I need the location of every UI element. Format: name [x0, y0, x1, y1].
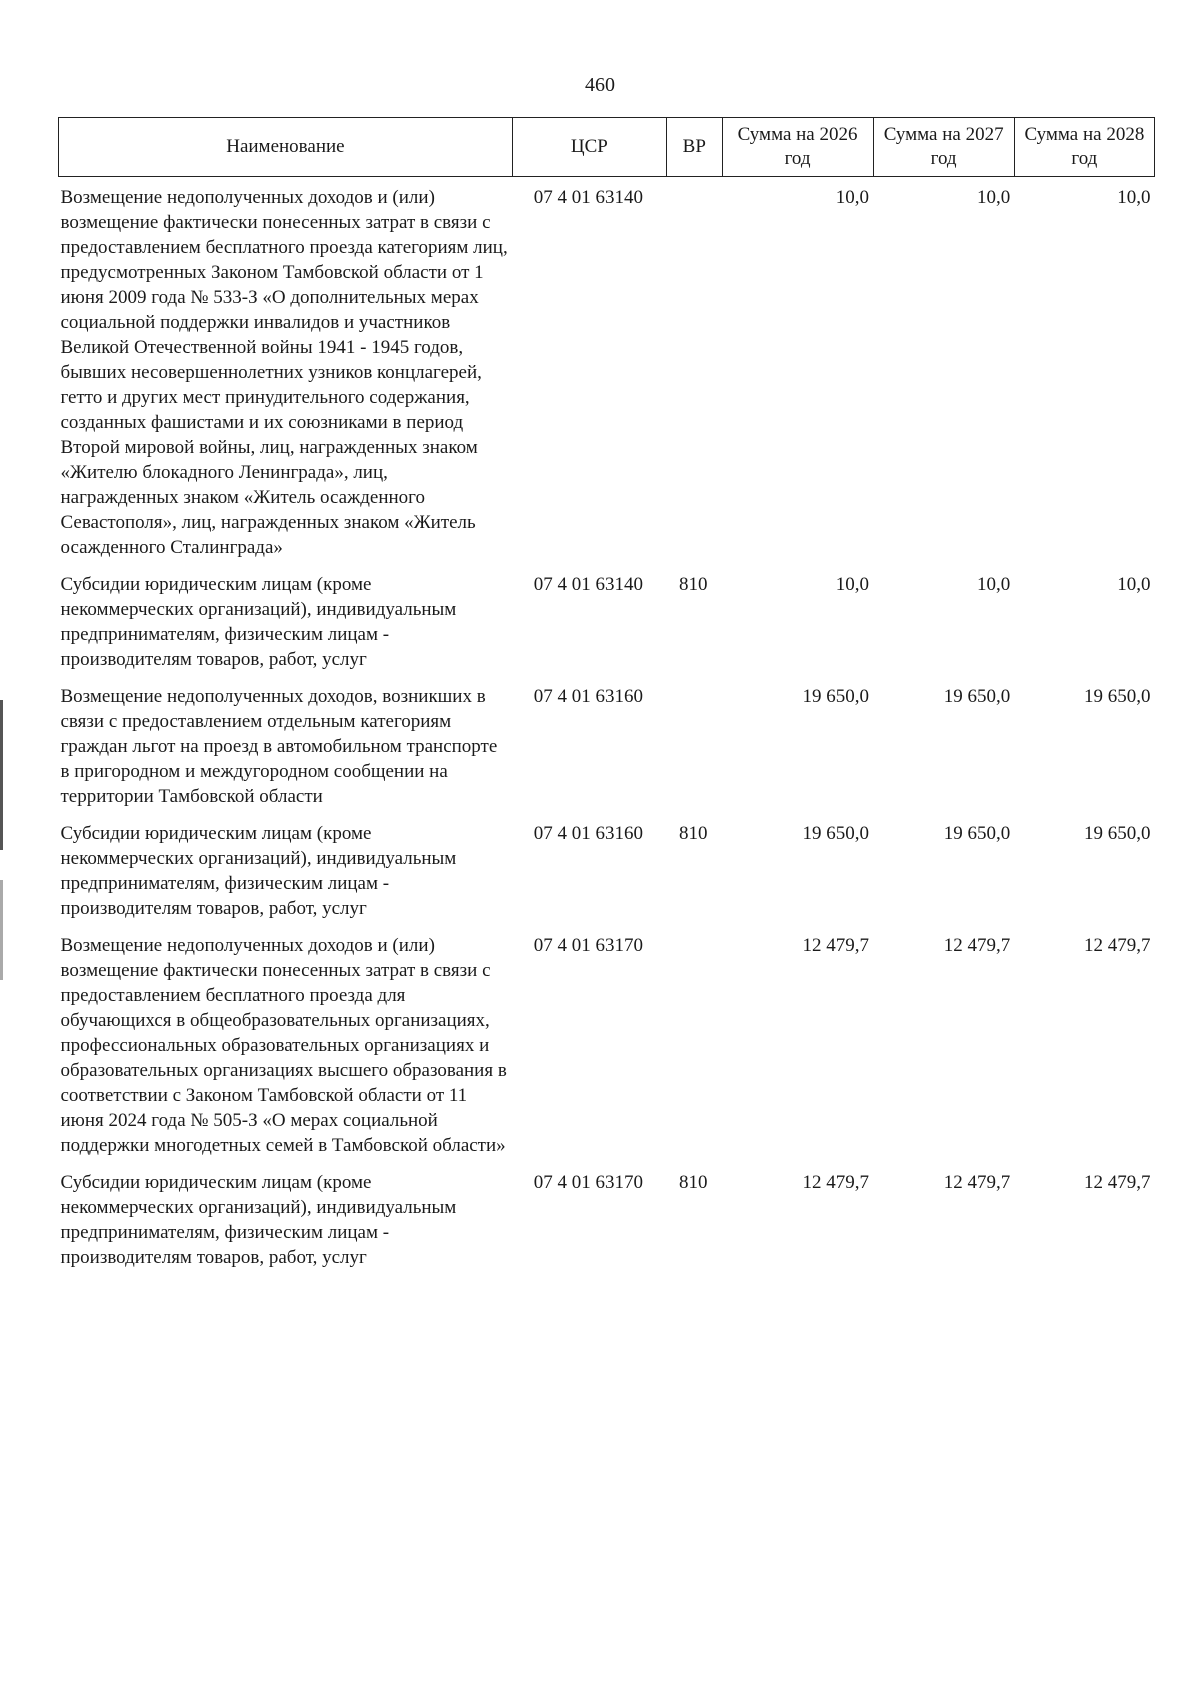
- row-csr: 07 4 01 63170: [533, 1172, 643, 1193]
- row-vr: [666, 177, 722, 565]
- page-number: 460: [585, 74, 615, 96]
- header-sum-2026: Сумма на 2026 год: [722, 118, 873, 177]
- row-name: Возмещение недополученных доходов и (или) возмещение фактически понесенных затрат в связи с предоставлением бесплатного проезда для обучающихся в общеобразовательных организациях, профессиональных образовательных организациях и образовательных организациях высшего образования в соответствии с Законом Тамбовской области от 11 июня 2024 года № 505-З «О мерах социальной поддержки многодетных семей в Тамбовской области»: [60, 935, 507, 1156]
- row-sum-2026: 19 650,0: [802, 823, 869, 844]
- row-csr: 07 4 01 63160: [533, 686, 643, 707]
- row-sum-2026: 10,0: [835, 187, 869, 208]
- row-sum-2028: 12 479,7: [1084, 1172, 1151, 1193]
- row-name: Субсидии юридическим лицам (кроме некоммерческих организаций), индивидуальным предпринимателям, физическим лицам - производителям товаров, работ, услуг: [60, 1172, 457, 1268]
- header-csr: ЦСР: [512, 118, 666, 177]
- row-vr: [666, 925, 722, 1162]
- budget-table: [58, 117, 1155, 1274]
- row-sum-2027: 10,0: [977, 187, 1011, 208]
- row-sum-2026: 12 479,7: [802, 1172, 869, 1193]
- header-name: Наименование: [59, 118, 513, 177]
- row-sum-2026: 10,0: [835, 574, 869, 595]
- row-sum-2027: 10,0: [977, 574, 1011, 595]
- row-sum-2028: 12 479,7: [1084, 935, 1151, 956]
- row-sum-2026: 12 479,7: [802, 935, 869, 956]
- row-csr: 07 4 01 63140: [533, 187, 643, 208]
- table-row: [59, 925, 1155, 1162]
- row-sum-2027: 12 479,7: [943, 1172, 1011, 1193]
- table-header: [59, 118, 1155, 177]
- row-sum-2028: 19 650,0: [1084, 686, 1151, 707]
- row-vr: 810: [679, 574, 708, 595]
- row-name: Возмещение недополученных доходов и (или) возмещение фактически понесенных затрат в связи с предоставлением бесплатного проезда категориям лиц, предусмотренных Законом Тамбовской области от 1 июня 2009 года № 533-З «О дополнительных мерах социальной поддержки инвалидов и участников Великой Отечественной войны 1941 - 1945 годов, бывших несовершеннолетних узников концлагерей, гетто и других мест принудительного содержания, созданных фашистами и их союзниками в период Второй мировой войны, лиц, награжденных знаком «Жителю блокадного Ленинграда», лиц, награжденных знаком «Житель осажденного Севастополя», лиц, награжденных знаком «Житель осажденного Сталинграда»: [60, 187, 508, 558]
- header-sum-2028: Сумма на 2028 год: [1014, 118, 1154, 177]
- table-row: [59, 1162, 1155, 1274]
- table-row: [59, 177, 1155, 565]
- row-csr: 07 4 01 63160: [533, 823, 643, 844]
- row-sum-2028: 19 650,0: [1084, 823, 1151, 844]
- table-row: [59, 676, 1155, 813]
- row-sum-2028: 10,0: [1117, 187, 1151, 208]
- row-sum-2027: 12 479,7: [943, 935, 1011, 956]
- scan-edge-mark: [0, 880, 3, 980]
- row-sum-2028: 10,0: [1117, 574, 1151, 595]
- row-vr: [666, 676, 722, 813]
- table-row: [59, 564, 1155, 676]
- row-vr: 810: [679, 823, 708, 844]
- row-sum-2027: 19 650,0: [943, 823, 1011, 844]
- scan-edge-mark: [0, 700, 3, 850]
- header-vr: ВР: [666, 118, 722, 177]
- row-sum-2027: 19 650,0: [943, 686, 1011, 707]
- row-csr: 07 4 01 63140: [533, 574, 643, 595]
- row-name: Субсидии юридическим лицам (кроме некоммерческих организаций), индивидуальным предпринимателям, физическим лицам - производителям товаров, работ, услуг: [60, 823, 457, 919]
- row-sum-2026: 19 650,0: [802, 686, 869, 707]
- row-csr: 07 4 01 63170: [533, 935, 643, 956]
- row-name: Возмещение недополученных доходов, возникших в связи с предоставлением отдельным категориям граждан льгот на проезд в автомобильном транспорте в пригородном и междугородном сообщении на территории Тамбовской области: [60, 686, 498, 807]
- row-name: Субсидии юридическим лицам (кроме некоммерческих организаций), индивидуальным предпринимателям, физическим лицам - производителям товаров, работ, услуг: [60, 574, 457, 670]
- table-row: [59, 813, 1155, 925]
- row-vr: 810: [679, 1172, 708, 1193]
- header-sum-2027: Сумма на 2027 год: [873, 118, 1014, 177]
